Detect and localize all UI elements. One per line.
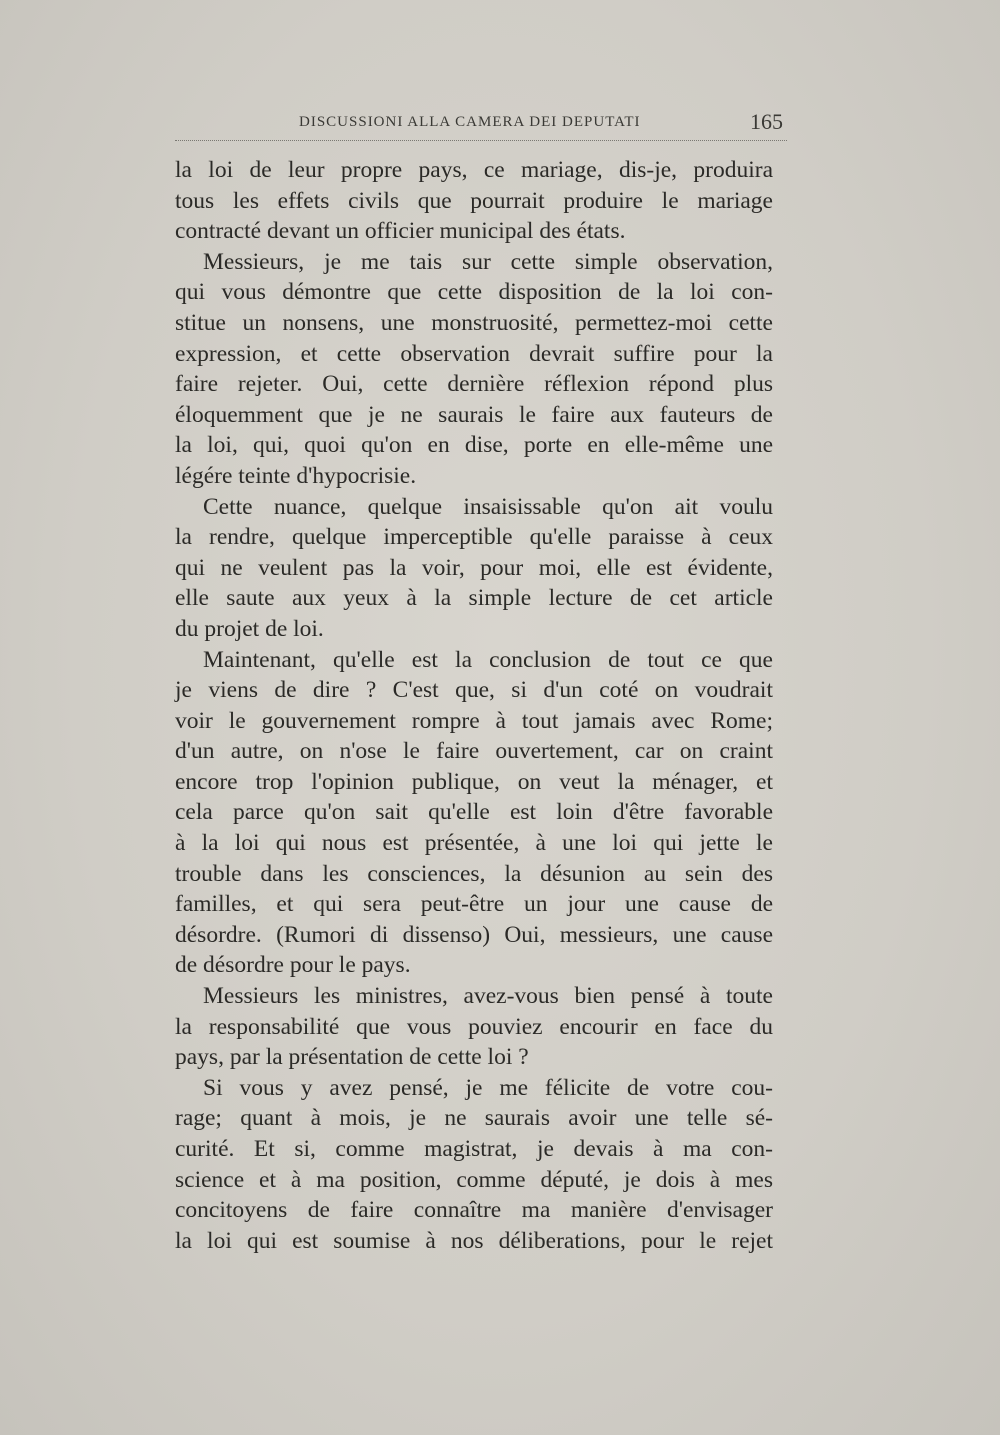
text-line: légére teinte d'hypocrisie. — [175, 462, 417, 489]
text-line: elle saute aux yeux à la simple lecture de cet article — [175, 585, 773, 612]
text-line: Messieurs, je me tais sur cette simple observation, — [203, 248, 773, 275]
text-line: rage; quant à mois, je ne saurais avoir une telle sé- — [175, 1105, 773, 1132]
text-line: la loi qui est soumise à nos déliberations, pour le rejet — [175, 1227, 773, 1254]
text-line: qui vous démontre que cette disposition de la loi con- — [175, 279, 773, 306]
text-line: du projet de loi. — [175, 615, 324, 642]
text-line: cela parce qu'on sait qu'elle est loin d'être favorable — [175, 799, 773, 826]
page-number: 165 — [750, 109, 783, 134]
text-line: stitue un nonsens, une monstruosité, permettez-moi cette — [175, 309, 773, 336]
text-line: je viens de dire ? C'est que, si d'un coté on voudrait — [175, 677, 773, 704]
text-line: Messieurs les ministres, avez-vous bien pensé à toute — [203, 983, 773, 1010]
text-line: Si vous y avez pensé, je me félicite de votre cou- — [203, 1074, 773, 1101]
text-line: la responsabilité que vous pouviez encourir en face du — [175, 1013, 773, 1040]
text-line: trouble dans les consciences, la désunion au sein des — [175, 860, 773, 887]
body-text — [175, 155, 773, 1256]
text-line: pays, par la présentation de cette loi ? — [175, 1044, 529, 1071]
text-line: voir le gouvernement rompre à tout jamais avec Rome; — [175, 707, 773, 734]
text-line: la rendre, quelque imperceptible qu'elle paraisse à ceux — [175, 524, 773, 551]
page-header — [175, 110, 787, 141]
text-line: éloquemment que je ne saurais le faire aux fauteurs de — [175, 401, 773, 428]
text-line: science et à ma position, comme député, je dois à mes — [175, 1166, 773, 1193]
text-line: qui ne veulent pas la voir, pour moi, elle est évidente, — [175, 554, 773, 581]
text-line: la loi de leur propre pays, ce mariage, dis-je, produira — [175, 157, 773, 183]
text-line: encore trop l'opinion publique, on veut la ménager, et — [175, 768, 773, 795]
running-head: DISCUSSIONI ALLA CAMERA DEI DEPUTATI — [299, 114, 641, 130]
text-line: la loi, qui, quoi qu'on en dise, porte en elle-même une — [175, 432, 773, 459]
text-line: faire rejeter. Oui, cette dernière réflexion répond plus — [175, 371, 773, 398]
text-line: de désordre pour le pays. — [175, 952, 411, 979]
text-line: d'un autre, on n'ose le faire ouvertement, car on craint — [175, 738, 773, 765]
text-line: curité. Et si, comme magistrat, je devais à ma con- — [175, 1136, 773, 1162]
text-line: concitoyens de faire connaître ma manière d'envisager — [175, 1197, 773, 1224]
text-line: à la loi qui nous est présentée, à une loi qui jette le — [175, 830, 773, 857]
text-line: familles, et qui sera peut-être un jour une cause de — [175, 891, 773, 918]
text-line: désordre. (Rumori di dissenso) Oui, messieurs, une cause — [175, 921, 773, 948]
text-line: Maintenant, qu'elle est la conclusion de tout ce que — [203, 646, 773, 673]
text-line: expression, et cette observation devrait suffire pour la — [175, 340, 773, 367]
text-line: Cette nuance, quelque insaisissable qu'on ait voulu — [203, 493, 773, 520]
text-line: contracté devant un officier municipal des états. — [175, 218, 626, 245]
text-line: tous les effets civils que pourrait produire le mariage — [175, 187, 773, 214]
